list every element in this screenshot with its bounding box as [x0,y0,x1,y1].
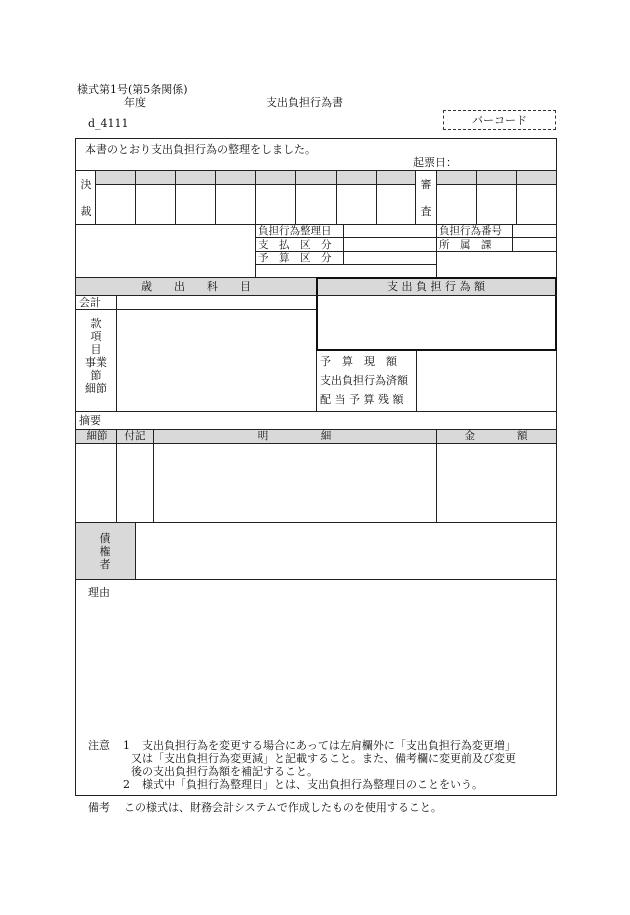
rule [116,295,117,411]
draft-date-field[interactable] [455,152,551,166]
creditor-field[interactable] [136,523,556,579]
decision-label-2: 裁 [80,205,92,218]
note-2-number: 2 [123,778,130,791]
note-1-number: 1 [123,739,130,752]
note-2-line-1: 様式中「負担行為整理日」とは、支出負担行為整理日のことをいう。 [142,778,483,791]
intro-text: 本書のとおり支出負担行為の整理をしました。 [85,143,316,156]
payment-category-label: 支 払 区 分 [258,239,332,251]
form-number: 様式第1号(第5条関係) [77,83,188,96]
commitment-date-label: 負担行為整理日 [258,225,332,237]
accounting-label: 会計 [79,296,101,309]
rule [476,170,477,224]
document-title: 支出負担行為書 [266,96,343,109]
commitment-amount-field[interactable] [316,277,557,351]
detail-description-header: 明 細 [257,430,332,442]
review-header-shade [436,170,556,184]
rule [415,170,416,224]
rule [316,295,557,296]
rule [175,170,176,224]
subject-level-4: 事業 [85,356,107,369]
remarks-text: この様式は、財務会計システムで作成したものを使用すること。 [124,801,442,814]
detail-subsection-header: 細節 [86,430,108,442]
rule [436,184,557,185]
department-label: 所 属 課 [439,239,492,251]
budget-subject-header: 歳 出 科 目 [141,280,251,293]
subject-level-6: 細節 [85,382,107,395]
rule [135,170,136,224]
rule [75,579,557,580]
note-1-line-3: 後の支出負担行為額を補記すること。 [131,765,318,778]
remarks-label: 備考 [88,801,110,814]
rule [75,170,557,171]
rule [343,224,344,264]
reason-field[interactable] [80,600,550,730]
rule [336,170,337,224]
rule [316,351,317,411]
note-1-line-2: 又は「支出負担行為変更減」と記載すること。また、備考欄に変更前及び変更 [131,752,516,765]
fiscal-year-label: 年度 [124,96,146,109]
summary-label: 摘要 [79,414,101,427]
rule [215,170,216,224]
subject-level-5: 節 [90,369,102,382]
rule [255,237,557,238]
rule [295,170,296,224]
rule [75,443,557,444]
creditor-label-3: 者 [99,558,111,571]
committed-amount-label: 支出負担行為済額 [320,374,408,387]
notes-label: 注意 [88,739,110,752]
subject-level-3: 目 [90,343,102,356]
subject-level-1: 款 [90,317,102,330]
decision-label-1: 決 [80,178,92,191]
draft-date-label: 起票日： [413,156,457,169]
rule [95,170,96,224]
commitment-amount-header: 支 出 負 担 行 為 額 [387,280,485,293]
detail-amount-header: 金 額 [464,430,528,442]
rule [376,170,377,224]
document-id: d_4111 [88,117,129,130]
commitment-number-label: 負担行為番号 [439,225,502,237]
creditor-label-2: 権 [99,545,111,558]
subject-level-2: 項 [90,330,102,343]
rule [116,429,117,522]
review-label-2: 査 [420,205,432,218]
rule [255,170,256,224]
barcode-box [443,110,556,130]
detail-note-header: 付記 [124,430,146,442]
rule [75,295,316,296]
rule [255,264,436,265]
rule [436,170,437,224]
budget-current-amount-label: 予 算 現 額 [320,355,397,368]
rule [153,429,154,522]
reason-label: 理由 [88,586,110,599]
note-1-line-1: 支出負担行為を変更する場合にあっては左肩欄外に「支出負担行為変更増」 [142,739,516,752]
rule [436,429,437,522]
rule [516,170,517,224]
rule [75,411,557,412]
creditor-label-1: 債 [99,532,111,545]
rule [75,309,316,310]
barcode-label: バーコード [472,114,527,127]
rule [416,351,417,411]
allocated-balance-label: 配 当 予 算 残 額 [320,393,404,406]
review-label-1: 審 [420,178,432,191]
budget-category-label: 予 算 区 分 [258,252,332,264]
